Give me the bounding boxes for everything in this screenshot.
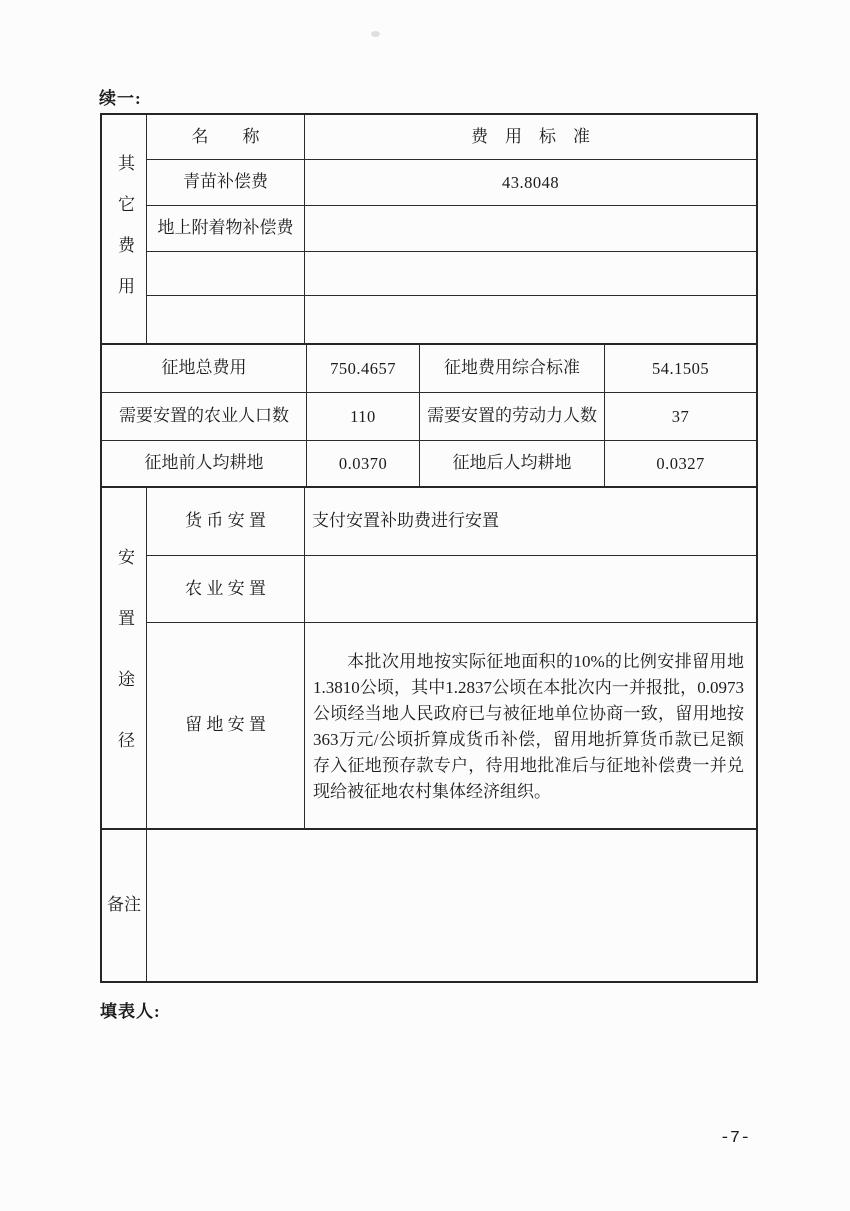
resettlement-content-cell bbox=[305, 623, 756, 830]
summary-value: 0.0327 bbox=[605, 441, 756, 488]
summary-label: 征地前人均耕地 bbox=[102, 441, 307, 488]
remark-label-cell: 备注 bbox=[102, 830, 147, 981]
summary-value: 750.4657 bbox=[307, 345, 420, 393]
summary-label: 征地总费用 bbox=[102, 345, 307, 393]
continuation-label: 续一: bbox=[99, 89, 142, 108]
page-number: -7- bbox=[719, 1129, 751, 1148]
header-standard-cell: 费 用 标 准 bbox=[305, 115, 756, 160]
form-filler-label: 填表人: bbox=[100, 1002, 161, 1021]
fee-value-cell bbox=[305, 206, 756, 252]
fee-value-cell: 43.8048 bbox=[305, 160, 756, 206]
summary-label: 征地费用综合标准 bbox=[420, 345, 605, 393]
resettlement-type-cell: 农 业 安 置 bbox=[147, 556, 305, 623]
fee-name-cell: 地上附着物补偿费 bbox=[147, 206, 305, 252]
resettlement-type-cell: 留 地 安 置 bbox=[147, 623, 305, 830]
land-acquisition-table bbox=[100, 113, 758, 983]
fee-name-cell: 青苗补偿费 bbox=[147, 160, 305, 206]
reserved-land-paragraph: 本批次用地按实际征地面积的10%的比例安排留用地1.3810公顷，其中1.2837公顷在本批次内一并报批，0.0973公顷经当地人民政府已与被征地单位协商一致，留用地按363万元/公顷折算成货币补偿，留用地折算货币款已足额存入征地预存款专户，待用地批准后与征地补偿费一并兑现给被征地农村集体经济组织。 bbox=[313, 652, 744, 801]
resettlement-vertical-text: 安置途径 bbox=[115, 548, 135, 792]
resettlement-content-cell: 支付安置补助费进行安置 bbox=[305, 488, 756, 556]
summary-value: 37 bbox=[605, 393, 756, 441]
scan-artifact bbox=[371, 31, 380, 37]
remark-content-cell bbox=[147, 830, 756, 981]
other-fees-row-label bbox=[102, 115, 147, 345]
summary-value: 110 bbox=[307, 393, 420, 441]
fee-name-cell bbox=[147, 252, 305, 296]
summary-value: 0.0370 bbox=[307, 441, 420, 488]
summary-label: 征地后人均耕地 bbox=[420, 441, 605, 488]
resettlement-type-cell: 货 币 安 置 bbox=[147, 488, 305, 556]
summary-label: 需要安置的劳动力人数 bbox=[420, 393, 605, 441]
fee-value-cell bbox=[305, 252, 756, 296]
summary-value: 54.1505 bbox=[605, 345, 756, 393]
fee-value-cell bbox=[305, 296, 756, 345]
resettlement-row-label bbox=[102, 488, 147, 830]
fee-name-cell bbox=[147, 296, 305, 345]
summary-label: 需要安置的农业人口数 bbox=[102, 393, 307, 441]
resettlement-content-cell bbox=[305, 556, 756, 623]
other-fees-vertical-text: 其它费用 bbox=[115, 154, 135, 318]
header-name-cell: 名 称 bbox=[147, 115, 305, 160]
